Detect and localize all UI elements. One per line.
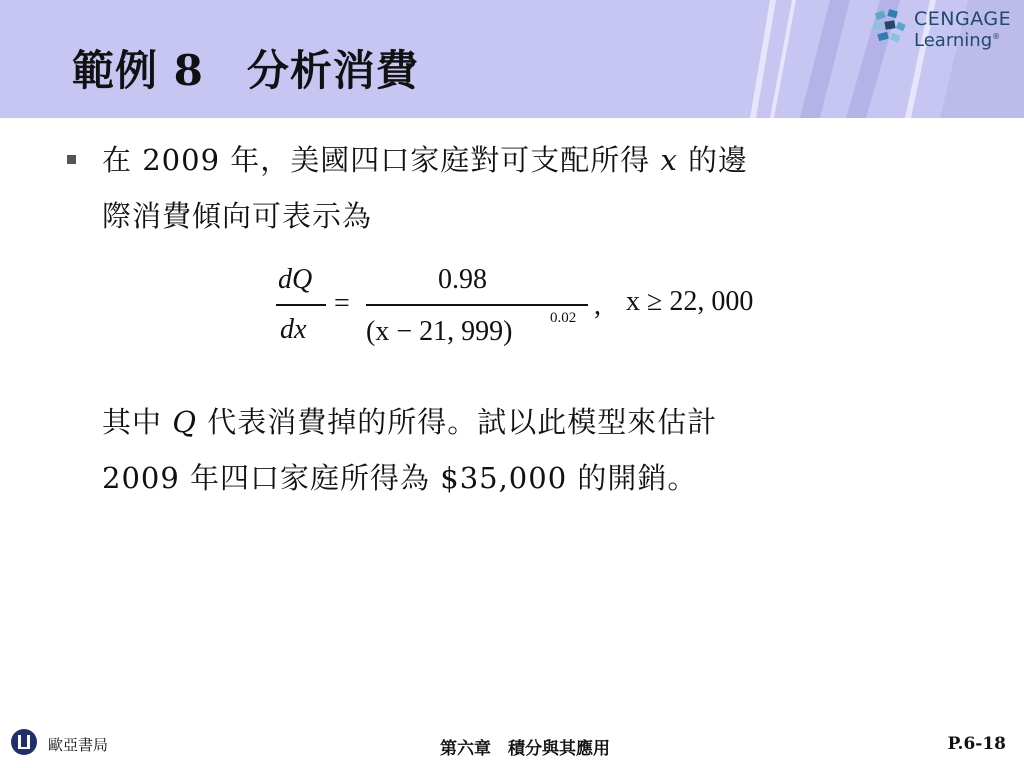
formula-rhs-fraction-bar xyxy=(366,304,588,306)
formula-exponent: 0.02 xyxy=(550,310,577,326)
cengage-logo-icon xyxy=(870,8,910,48)
slide-title: 範例 8 分析消費 xyxy=(72,46,419,95)
publisher-logo-icon xyxy=(10,728,38,756)
formula xyxy=(270,256,810,356)
logo-text-cengage: CENGAGE xyxy=(914,8,1012,30)
paragraph-2-line-2: 2009 年四口家庭所得為 $35,000 的開銷。 xyxy=(102,461,698,495)
cengage-logo xyxy=(870,6,1020,56)
formula-rhs-numerator: 0.98 xyxy=(438,264,487,295)
formula-rhs-denominator: (x − 21, 999) xyxy=(366,316,513,347)
formula-lhs-fraction-bar xyxy=(276,304,326,306)
formula-lhs-denominator: dx xyxy=(280,314,307,345)
bullet-square-icon xyxy=(67,155,76,164)
paragraph-2-line-1: 其中 Q 代表消費掉的所得。試以此模型來估計 xyxy=(102,405,718,439)
formula-condition: x ≥ 22, 000 xyxy=(626,286,754,317)
footer-page-number: P.6-18 xyxy=(947,734,1006,754)
formula-comma: , xyxy=(594,290,601,321)
footer-chapter: 第六章 積分與其應用 xyxy=(440,739,610,759)
paragraph-1-line-2: 際消費傾向可表示為 xyxy=(102,199,373,233)
formula-equals: = xyxy=(334,288,350,319)
paragraph-1-line-1: 在 2009 年，美國四口家庭對可支配所得 x 的邊 xyxy=(102,143,749,177)
formula-lhs-numerator: dQ xyxy=(278,264,313,295)
paragraph-1 xyxy=(102,132,748,244)
slide-header xyxy=(0,0,1024,118)
logo-text-learning: Learning® xyxy=(914,30,1001,51)
paragraph-2 xyxy=(102,394,717,506)
publisher-name: 歐亞書局 xyxy=(48,736,109,754)
